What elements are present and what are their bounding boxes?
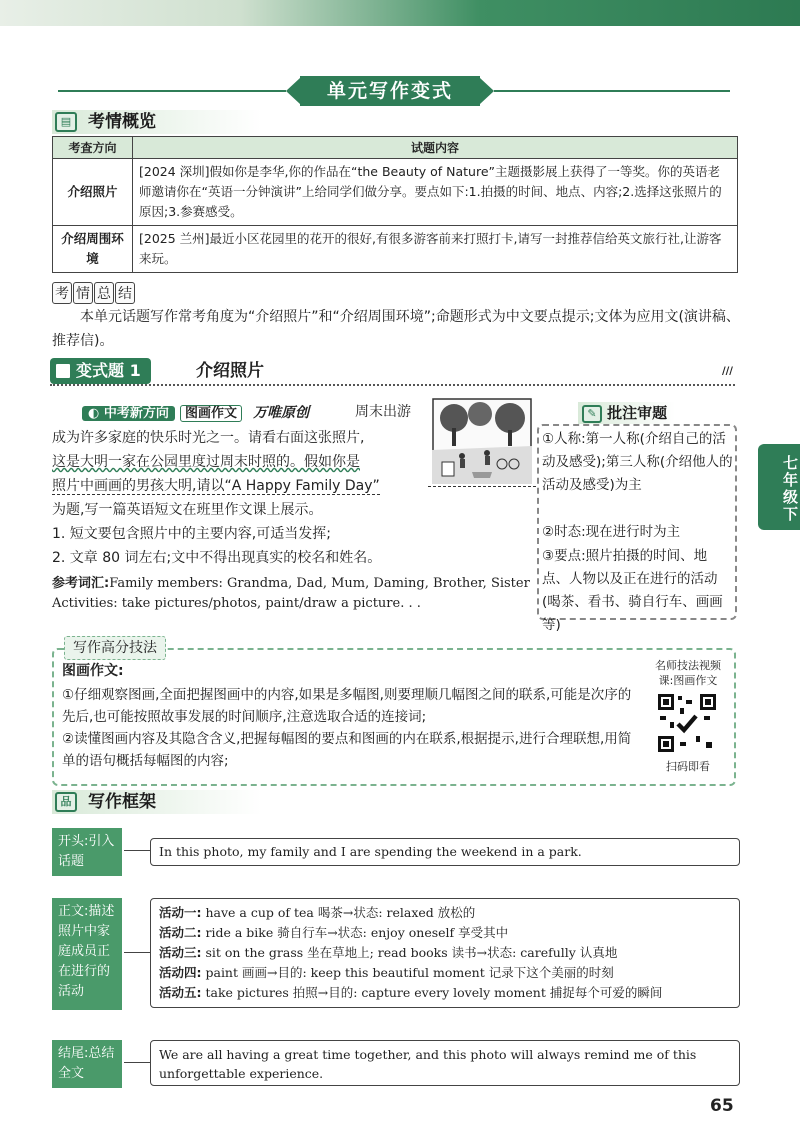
summary-tag: 结 (115, 282, 135, 304)
prompt-line-1: 成为许多家庭的快乐时光之一。请看右面这张照片, (52, 430, 365, 446)
tips-title: 写作高分技法 (64, 636, 166, 660)
annotation-tense: ②时态:现在进行时为主 (542, 524, 681, 540)
table-row (53, 159, 738, 226)
qr-code-icon[interactable] (656, 692, 718, 754)
badge-type: 图画作文 (180, 405, 242, 422)
activity-row (159, 963, 731, 983)
annotation-header (578, 402, 675, 424)
requirement-1: 1. 短文要包含照片中的主要内容,可适当发挥; (52, 526, 331, 542)
activity-row (159, 943, 731, 963)
summary-tags (52, 282, 136, 304)
activity-label: 活动一: (159, 905, 202, 920)
qr-caption-line1: 名师技法视频 (655, 659, 721, 672)
prompt-line-3 (52, 474, 380, 498)
opening-box: In this photo, my family and I are spending the weekend in a park. (150, 838, 740, 866)
framework-band (52, 790, 262, 814)
prompt-line-4: 为题,写一篇英语短文在班里作文课上展示。 (52, 502, 323, 518)
connector-line (428, 486, 536, 487)
variant-subtitle: 介绍照片 (196, 361, 264, 381)
opening-connector (124, 850, 150, 851)
ending-box: We are all having a great time together, and this photo will always remind me of this unforgettable experience. (150, 1040, 740, 1086)
prompt-line-3-text: 照片中画画的男孩大明,请以“A Happy Family Day” (52, 478, 380, 494)
table-header-content: 试题内容 (133, 137, 738, 159)
badge-row (82, 402, 309, 424)
qr-scan-label: 扫码即看 (666, 760, 710, 773)
annotation-person: ①人称:第一人称(介绍自己的活动及感受);第三人称(介绍他人的活动及感受)为主 (542, 431, 733, 493)
page-number: 65 (710, 1096, 734, 1116)
ref-words-line1 (52, 572, 530, 591)
activity-label: 活动二: (159, 925, 202, 940)
badge-original: 万唯原创 (253, 405, 310, 421)
activity-text: have a cup of tea 喝茶→状态: relaxed 放松的 (205, 905, 476, 920)
exam-table (52, 136, 738, 273)
title-arrow-right (480, 78, 494, 104)
table-cell-content: [2024 深圳]假如你是李华,你的作品在“the Beauty of Nature”主题摄影展上获得了一等奖。你的英语老师邀请你在“英语一分钟演讲”上给同学们做分享。要点如下:1.拍摄的时间、地点、内容;2.选择这张照片的原因;3.参赛感受。 (133, 159, 738, 226)
qr-caption-line2: 课:图画作文 (658, 674, 718, 687)
page-title: 单元写作变式 (300, 76, 480, 106)
title-rule-right (494, 90, 730, 92)
activity-text: ride a bike 骑自行车→状态: enjoy oneself 享受其中 (205, 925, 509, 940)
table-header-direction: 考查方向 (53, 137, 133, 159)
activity-row (159, 983, 731, 1003)
prompt-line-2 (52, 450, 360, 474)
activity-label: 活动四: (159, 965, 202, 980)
table-row (53, 226, 738, 273)
ref-words-members: Family members: Grandma, Dad, Mum, Daming, Brother, Sister (109, 576, 530, 591)
framework-title: 写作框架 (88, 792, 156, 812)
ref-words-line2: Activities: take pictures/photos, paint/draw a picture. . . (52, 596, 421, 611)
body-box (150, 898, 740, 1008)
prompt-line-2-text: 这是大明一家在公园里度过周末时照的。假如你是 (52, 454, 360, 470)
opening-label: 开头:引入话题 (52, 828, 122, 876)
activity-text: paint 画画→目的: keep this beautiful moment 记录下这个美丽的时刻 (205, 965, 614, 980)
summary-text: 本单元话题写作常考角度为“介绍照片”和“介绍周围环境”;命题形式为中文要点提示;文体为应用文(演讲稿、推荐信)。 (52, 309, 740, 349)
tips-subtitle: 图画作文: (62, 663, 124, 679)
hierarchy-icon: 品 (55, 792, 77, 812)
activity-text: take pictures 拍照→目的: capture every lovely moment 捕捉每个可爱的瞬间 (205, 985, 663, 1000)
qr-caption (644, 658, 732, 688)
badge-direction-label: 中考新方向 (103, 406, 169, 421)
variant-band (50, 360, 735, 386)
table-header-row (53, 137, 738, 159)
tips-item-2: ②读懂图画内容及其隐含含义,把握每幅图的要点和图画的内在联系,根据提示,进行合理联想,用简单的语句概括每幅图的内容; (62, 731, 632, 769)
title-rule-left (58, 90, 286, 92)
activity-text: sit on the grass 坐在草地上; read books 读书→状态: carefully 认真地 (205, 945, 618, 960)
summary-tag: 总 (94, 282, 114, 304)
ending-connector (124, 1062, 150, 1063)
activity-row (159, 923, 731, 943)
prompt-line-0: 周末出游 (355, 404, 411, 420)
activity-row (159, 903, 731, 923)
body-label: 正文:描述照片中家庭成员正在进行的活动 (52, 898, 122, 1010)
grade-side-tab: 七年级下 (758, 444, 800, 530)
chart-icon: ▤ (55, 112, 77, 132)
requirement-2: 2. 文章 80 词左右;文中不得出现真实的校名和姓名。 (52, 550, 382, 566)
overview-band (52, 110, 262, 134)
activity-label: 活动五: (159, 985, 202, 1000)
variant-dots: /// (722, 366, 733, 377)
summary-tag: 考 (52, 282, 72, 304)
annotation-points: ③要点:照片拍摄的时间、地点、人物以及正在进行的活动(喝茶、看书、骑自行车、画画等) (542, 548, 723, 633)
table-cell-direction: 介绍周围环境 (53, 226, 133, 273)
top-decor-bar (0, 0, 800, 26)
cube-icon (54, 362, 72, 380)
title-arrow-left (286, 78, 300, 104)
activity-label: 活动三: (159, 945, 202, 960)
badge-direction: ◐ 中考新方向 (82, 406, 175, 421)
body-connector (124, 952, 150, 953)
table-cell-direction: 介绍照片 (53, 159, 133, 226)
overview-title: 考情概览 (88, 112, 156, 132)
ref-words-label: 参考词汇: (52, 576, 110, 591)
tips-item-1: ①仔细观察图画,全面把握图画中的内容,如果是多幅图,则要理顺几幅图之间的联系,可能是次序的先后,也可能按照故事发展的时间顺序,注意选取合适的连接词; (62, 687, 632, 725)
ending-label: 结尾:总结全文 (52, 1040, 122, 1088)
edit-icon: ✎ (582, 405, 602, 423)
table-cell-content: [2025 兰州]最近小区花园里的花开的很好,有很多游客前来打照打卡,请写一封推荐信给英文旅行社,让游客来玩。 (133, 226, 738, 273)
variant-number: 变式题 1 (76, 361, 141, 380)
family-park-photo (432, 398, 532, 484)
summary-tag: 情 (73, 282, 93, 304)
annotation-title: 批注审题 (607, 404, 668, 422)
